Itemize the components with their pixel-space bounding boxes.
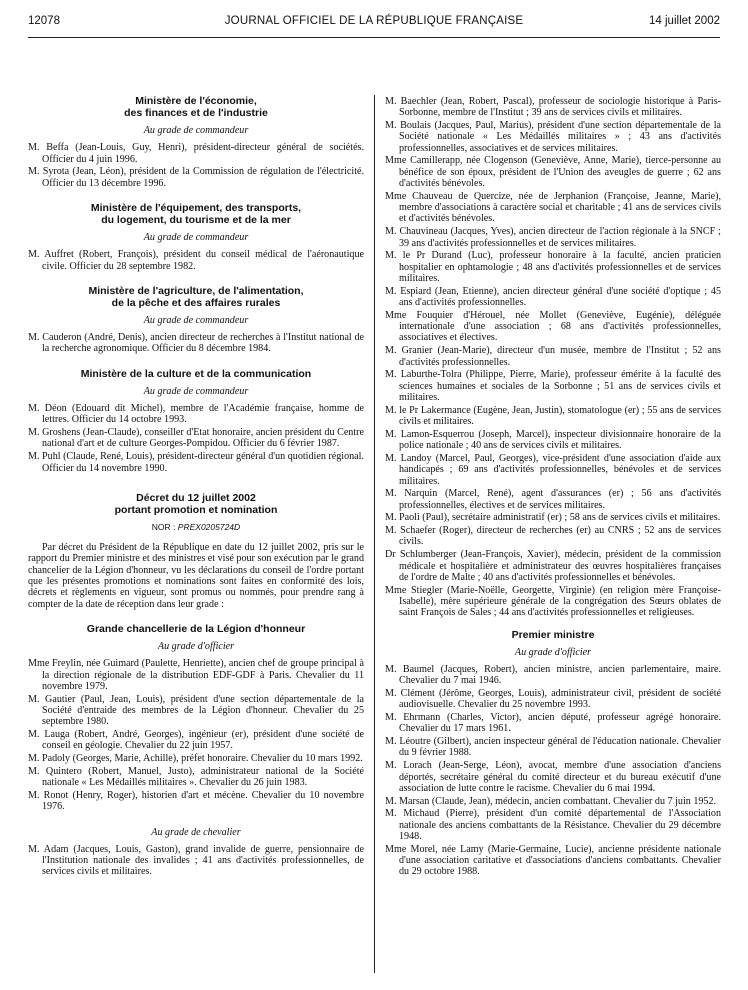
list-item: M. Cauderon (André, Denis), ancien directeur de recherches à l'Institut national de la recherche agronomique. Officier du 8 décembre 1984. bbox=[28, 332, 364, 355]
grade-heading: Au grade de commandeur bbox=[143, 385, 249, 397]
section-title-economie: Ministère de l'économie, des finances et de l'industrie bbox=[124, 95, 268, 119]
list-item: M. le Pr Durand (Luc), professeur honoraire à la faculté, ancien praticien hospitalier en ophtamologie ; 48 ans d'activités professionnelles et de services militaires. bbox=[385, 250, 721, 284]
section-title-agriculture: Ministère de l'agriculture, de l'alimentation, de la pêche et des affaires rurales bbox=[88, 284, 304, 309]
left-column bbox=[28, 95, 364, 879]
list-item: Mme Freylin, née Guimard (Paulette, Henriette), ancien chef de groupe principal à la direction régionale de la distribution EDF-GDF à Paris. Chevalier du 11 novembre 1979. bbox=[28, 658, 364, 692]
section-title-premier-ministre: Premier ministre bbox=[511, 628, 595, 641]
grade-heading: Au grade de commandeur bbox=[143, 314, 249, 326]
list-item: M. Ronot (Henry, Roger), historien d'art et mécène. Chevalier du 10 novembre 1976. bbox=[28, 789, 364, 813]
list-item: M. le Pr Lakermance (Eugène, Jean, Justin), stomatologue (er) ; 55 ans de services civils et militaires. bbox=[385, 404, 721, 428]
decree-paragraph: Par décret du Président de la République en date du 12 juillet 2002, pris sur le rapport du Premier ministre et des ministres et visé pour son exécution par le grand chancelier de la Légion d'honneur, vu les déclarations du conseil de l'ordre portant que les présentes promotions et nominations sont faites en conformité des lois, décrets et règlements en vigueur, sont promus ou nommés, pour prendre rang à compter de la date de réception dans leur grade : bbox=[28, 542, 364, 610]
list-item: M. Granier (Jean-Marie), directeur d'un musée, membre de l'Institut ; 52 ans d'activités professionnelles. bbox=[385, 345, 721, 368]
grade-heading: Au grade d'officier bbox=[157, 640, 235, 652]
list-item: M. Puhl (Claude, René, Louis), président-directeur général d'un quotidien régional. Officier du 14 novembre 1990. bbox=[28, 451, 364, 474]
list-item: M. Lauga (Robert, André, Georges), ingénieur (er), président d'une société de conseil en géologie. Chevalier du 22 juin 1957. bbox=[28, 729, 364, 752]
list-item: M. Chauvineau (Jacques, Yves), ancien directeur de l'action régionale à la SNCF ; 39 ans d'activités professionnelles et de services militaires. bbox=[385, 226, 721, 249]
list-item: M. Laburthe-Tolra (Philippe, Pierre, Marie), professeur émérite à la faculté des sciences humaines et sociales de la Sorbonne ; 51 ans de services civils et militaires. bbox=[385, 369, 721, 403]
section-title-culture: Ministère de la culture et de la communication bbox=[80, 367, 312, 380]
list-item: M. Auffret (Robert, François), président du conseil médical de l'aéronautique civile. Officier du 28 septembre 1982. bbox=[28, 249, 364, 272]
list-item: M. Boulais (Jacques, Paul, Marius), président d'une section départementale de la Société nationale « Les Médaillés militaires » ; 43 ans d'activités professionnelles, associatives et de services militaires. bbox=[385, 120, 721, 154]
list-item: Dr Schlumberger (Jean-François, Xavier), médecin, président de la commission médicale et hospitalière et administrateur des œuvres hospitalières françaises de l'ordre de Malte ; 40 ans d'activités professionnelles et bénévoles. bbox=[385, 549, 721, 583]
list-item: M. Quintero (Robert, Manuel, Justo), administrateur national de la Société nationale « Les Médaillés militaires ». Chevalier du 26 juin 1983. bbox=[28, 765, 364, 789]
page-header bbox=[28, 15, 720, 33]
journal-title: JOURNAL OFFICIEL DE LA RÉPUBLIQUE FRANÇAISE bbox=[224, 15, 524, 27]
grade-heading: Au grade de commandeur bbox=[143, 231, 249, 243]
list-item: Mme Chauveau de Quercize, née de Jerphanion (Françoise, Jeanne, Marie), membre d'associations à caractère social et charitable ; 41 ans de services civils et d'activités bénévoles. bbox=[385, 190, 721, 225]
list-item: M. Adam (Jacques, Louis, Gaston), grand invalide de guerre, pensionnaire de l'Institution nationale des invalides ; 41 ans d'activités professionnelles, de services civils et militaires. bbox=[28, 843, 364, 878]
list-item: M. Paoli (Paul), secrétaire administratif (er) ; 58 ans de services civils et militaires. bbox=[385, 512, 721, 524]
list-item: M. Clément (Jérôme, Georges, Louis), administrateur civil, président de société audiovisuelle. Chevalier du 25 novembre 1993. bbox=[385, 687, 721, 711]
list-item: M. Baechler (Jean, Robert, Pascal), professeur de sociologie historique à Paris-Sorbonne, membre de l'Institut ; 39 ans de services civils et militaires. bbox=[385, 96, 721, 119]
list-item: M. Schaefer (Roger), directeur de recherches (er) au CNRS ; 52 ans de services civils. bbox=[385, 525, 721, 548]
list-item: M. Landoy (Marcel, Paul, Georges), vice-président d'une association d'aide aux handicapés ; 69 ans d'activités professionnelles, bénévoles et de services militaires. bbox=[385, 452, 721, 487]
list-item: Mme Stiegler (Marie-Noëlle, Georgette, Virginie) (en religion mère Françoise-Isabelle), mère supérieure générale de la congrégation des Sœurs oblates de saint François de Sales ; 44 ans d'activités professionnelles et religieuses. bbox=[385, 584, 721, 619]
list-item: M. Marsan (Claude, Jean), médecin, ancien combattant. Chevalier du 7 juin 1952. bbox=[385, 795, 717, 807]
list-item: M. Narquin (Marcel, René), agent d'assurances (er) ; 56 ans d'activités professionnelles, électives et de services militaires. bbox=[385, 488, 721, 511]
list-item: M. Groshens (Jean-Claude), conseiller d'Etat honoraire, ancien président du Centre national d'art et de culture Georges-Pompidou. Officier du 6 février 1987. bbox=[28, 427, 364, 450]
decree-title: Décret du 12 juillet 2002 portant promotion et nomination bbox=[114, 491, 278, 516]
list-item: Mme Fouquier d'Hérouel, née Mollet (Geneviève, Eugénie), déléguée internationale d'une association ; 68 ans d'activités professionnelles, associatives et électives. bbox=[385, 309, 721, 344]
list-item: M. Espiard (Jean, Etienne), ancien directeur général d'une société d'optique ; 45 ans d'activités professionnelles. bbox=[385, 285, 721, 309]
list-item: M. Lorach (Jean-Serge, Léon), avocat, membre d'une association d'anciens déportés, secrétaire général du comité directeur et du bureau exécutif d'une association de lutte contre le racisme. Chevalier du 6 mai 1994. bbox=[385, 760, 721, 794]
list-item: M. Ehrmann (Charles, Victor), ancien député, professeur agrégé honoraire. Chevalier du 17 mars 1961. bbox=[385, 712, 721, 735]
issue-date: 14 juillet 2002 bbox=[649, 15, 720, 27]
list-item: Mme Morel, née Lamy (Marie-Germaine, Lucie), ancienne présidente nationale d'une association caritative et d'associations d'anciens combattants. Chevalier du 29 octobre 1988. bbox=[385, 843, 721, 878]
list-item: M. Déon (Edouard dit Michel), membre de l'Académie française, homme de lettres. Officier du 14 octobre 1993. bbox=[28, 403, 364, 426]
section-title-chancellerie: Grande chancellerie de la Légion d'honneur bbox=[86, 622, 306, 635]
list-item: M. Lamon-Esquerrou (Joseph, Marcel), inspecteur divisionnaire honoraire de la police nationale ; 40 ans de services civils et militaires. bbox=[385, 428, 721, 452]
list-item: M. Léoutre (Gilbert), ancien inspecteur général de l'éducation nationale. Chevalier du 9 février 1988. bbox=[385, 736, 721, 759]
list-item: Mme Camillerapp, née Clogenson (Geneviève, Anne, Marie), tierce-personne au bénéfice de son époux, président de l'Union des aveugles de guerre ; 62 ans d'activités bénévoles. bbox=[385, 155, 721, 190]
nor-reference: NOR : PREX0205724D bbox=[151, 521, 241, 532]
header-rule bbox=[28, 37, 720, 38]
grade-heading: Au grade de chevalier bbox=[151, 826, 241, 838]
list-item: M. Syrota (Jean, Léon), président de la Commission de régulation de l'électricité. Officier du 13 décembre 1996. bbox=[28, 166, 364, 189]
grade-heading: Au grade de commandeur bbox=[143, 125, 249, 136]
list-item: M. Beffa (Jean-Louis, Guy, Henri), président-directeur général de sociétés. Officier du 4 juin 1996. bbox=[28, 142, 364, 165]
list-item: M. Gautier (Paul, Jean, Louis), président d'une section départementale de la Société d'entraide des membres de la Légion d'honneur. Chevalier du 25 septembre 1980. bbox=[28, 693, 364, 728]
page-number: 12078 bbox=[28, 15, 60, 27]
list-item: M. Michaud (Pierre), président d'un comité départemental de l'Association nationale des anciens combattants de la Résistance. Chevalier du 29 décembre 1948. bbox=[385, 808, 721, 843]
list-item: M. Padoly (Georges, Marie, Achille), préfet honoraire. Chevalier du 10 mars 1992. bbox=[28, 753, 363, 765]
grade-heading: Au grade d'officier bbox=[514, 646, 592, 658]
list-item: M. Baumel (Jacques, Robert), ancien ministre, ancien parlementaire, maire. Chevalier du 7 mai 1946. bbox=[385, 663, 721, 687]
right-column bbox=[385, 96, 721, 879]
section-title-equipement: Ministère de l'équipement, des transports, du logement, du tourisme et de la mer bbox=[90, 201, 302, 226]
column-divider bbox=[374, 95, 375, 973]
